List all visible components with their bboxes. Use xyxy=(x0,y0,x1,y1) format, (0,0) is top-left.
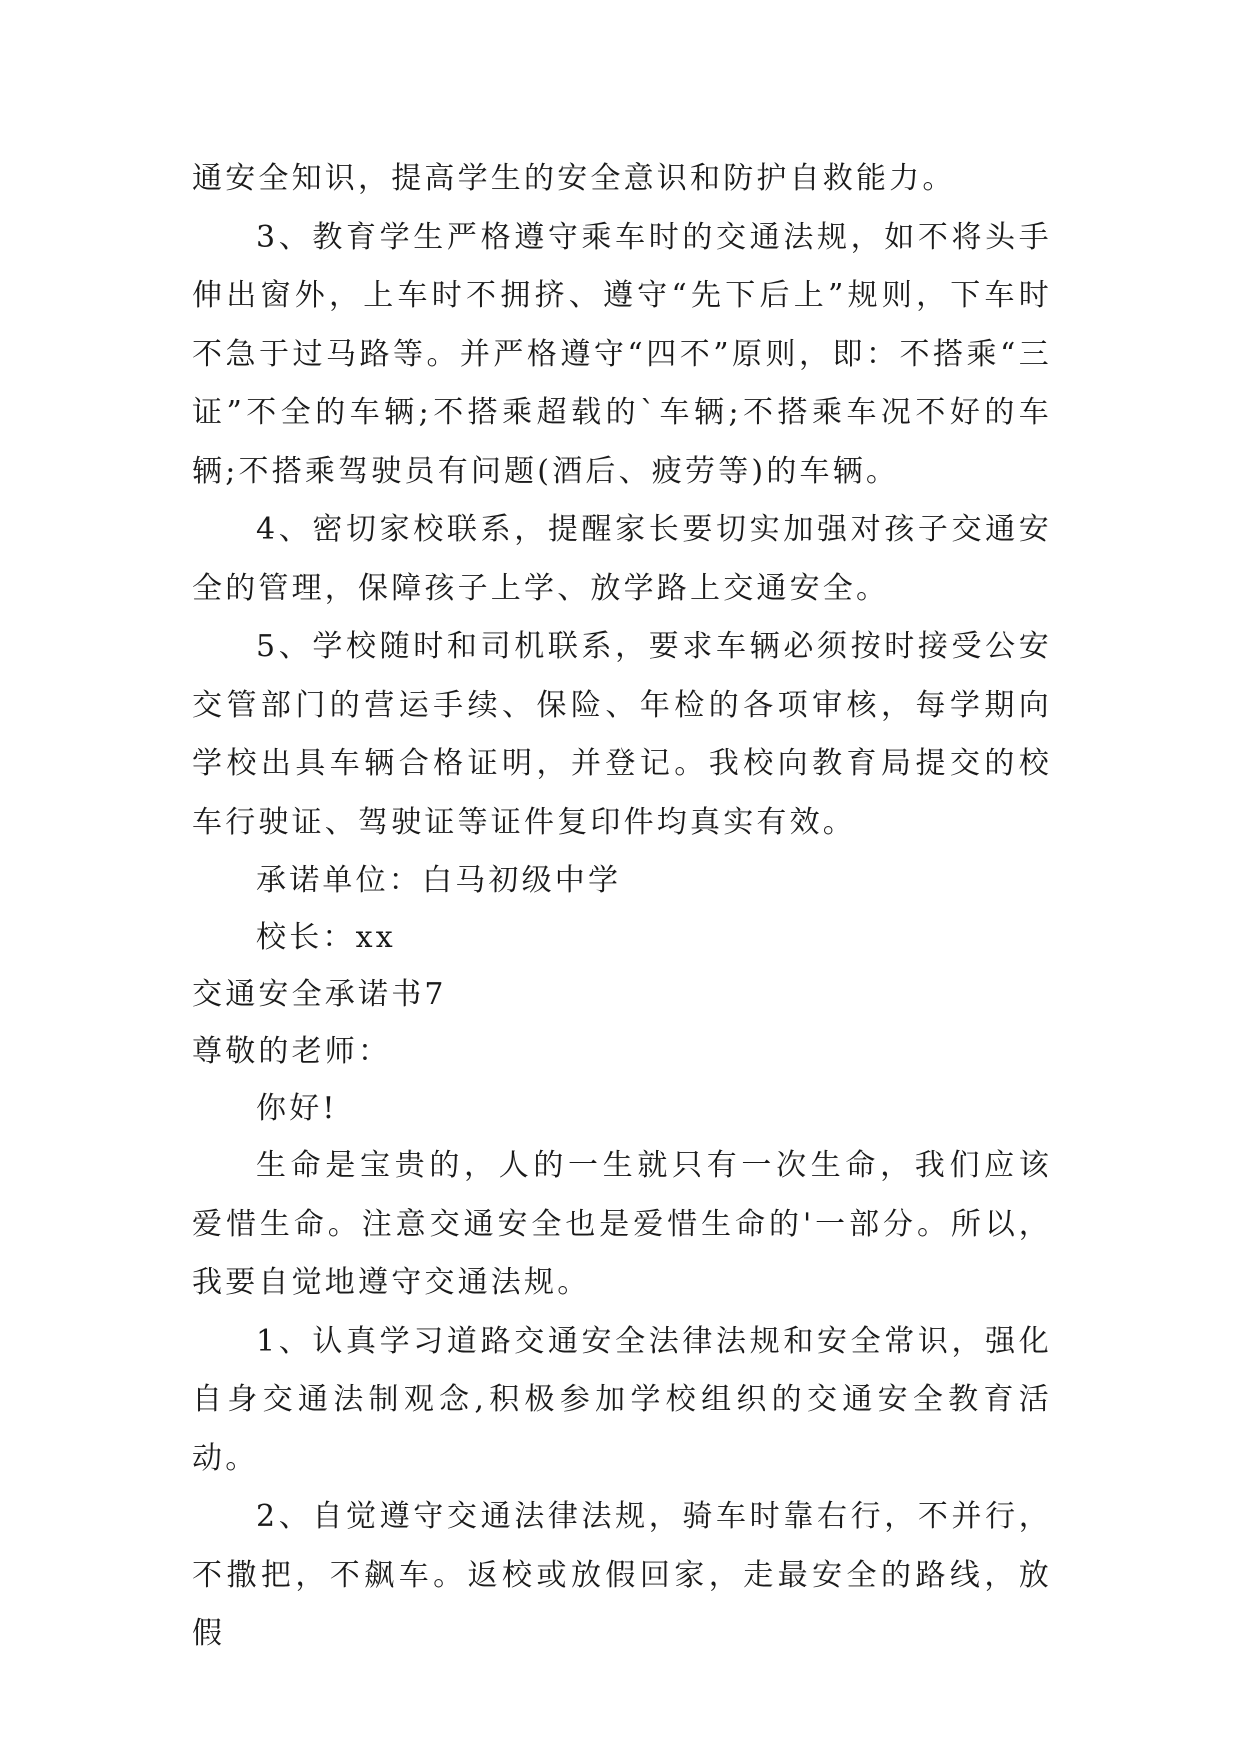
greeting: 你好! xyxy=(256,1091,338,1126)
paragraph-item-5: 5、学校随时和司机联系，要求车辆必须按时接受公安交管部门的营运手续、保险、年检的各项审核，每学期向学校出具车辆合格证明，并登记。我校向教育局提交的校车行驶证、驾驶证等证件复印件均真实有效。 xyxy=(192,629,1052,840)
paragraph-pledge-2: 2、自觉遵守交通法律法规，骑车时靠右行，不并行，不撒把，不飙车。返校或放假回家，走最安全的路线，放假 xyxy=(192,1499,1052,1651)
paragraph-intro: 生命是宝贵的，人的一生就只有一次生命，我们应该爱惜生命。注意交通安全也是爱惜生命的'一部分。所以，我要自觉地遵守交通法规。 xyxy=(192,1148,1052,1300)
signature-principal: 校长：xx xyxy=(256,920,396,955)
section-title: 交通安全承诺书7 xyxy=(192,977,447,1012)
paragraph-item-4: 4、密切家校联系，提醒家长要切实加强对孩子交通安全的管理，保障孩子上学、放学路上交通安全。 xyxy=(192,512,1052,606)
signature-unit: 承诺单位：白马初级中学 xyxy=(256,863,622,898)
paragraph-continuation: 通安全知识，提高学生的安全意识和防护自救能力。 xyxy=(192,161,956,196)
paragraph-pledge-1: 1、认真学习道路交通安全法律法规和安全常识，强化自身交通法制观念,积极参加学校组织的交通安全教育活动。 xyxy=(192,1323,1052,1476)
document-body xyxy=(192,150,1052,1664)
salutation: 尊敬的老师： xyxy=(192,1034,392,1069)
paragraph-item-3: 3、教育学生严格遵守乘车时的交通法规，如不将头手伸出窗外，上车时不拥挤、遵守“先下后上”规则，下车时不急于过马路等。并严格遵守“四不”原则，即：不搭乘“三证”不全的车辆;不搭乘超载的`车辆;不搭乘车况不好的车辆;不搭乘驾驶员有问题(酒后、疲劳等)的车辆。 xyxy=(192,219,1052,489)
